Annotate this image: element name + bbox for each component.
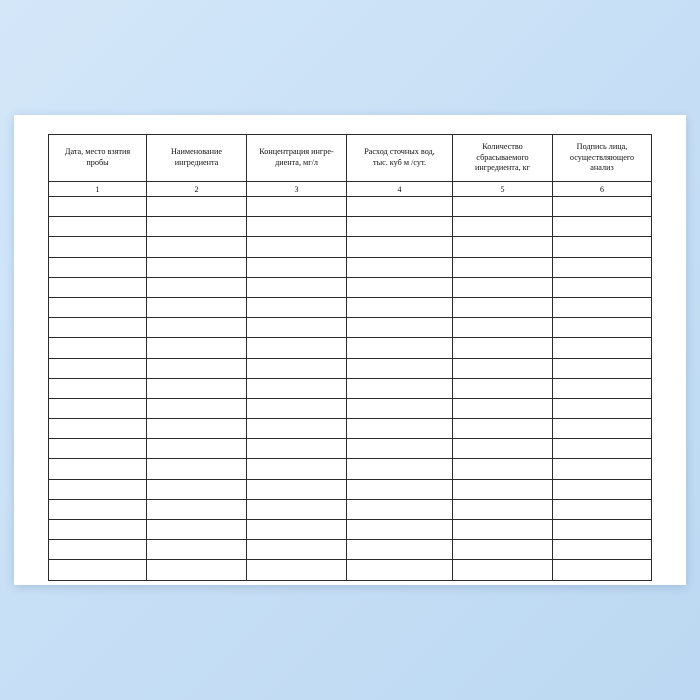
table-row[interactable]: [49, 237, 652, 257]
table-cell[interactable]: [553, 297, 652, 317]
table-cell[interactable]: [453, 318, 553, 338]
table-cell[interactable]: [247, 378, 347, 398]
table-row[interactable]: [49, 197, 652, 217]
table-cell[interactable]: [347, 459, 453, 479]
table-cell[interactable]: [453, 197, 553, 217]
table-cell[interactable]: [247, 419, 347, 439]
column-header-flow-rate: [347, 135, 453, 182]
column-header-ingredient-name: [147, 135, 247, 182]
table-cell[interactable]: [247, 297, 347, 317]
header-line: сбрасываемого: [476, 152, 529, 162]
table-cell[interactable]: [49, 318, 147, 338]
table-cell[interactable]: [247, 257, 347, 277]
table-row[interactable]: [49, 257, 652, 277]
table-cell[interactable]: [147, 237, 247, 257]
table-cell[interactable]: [553, 398, 652, 418]
header-line: Наименование: [170, 147, 222, 157]
table-row[interactable]: [49, 520, 652, 540]
table-cell[interactable]: [347, 257, 453, 277]
header-line: Дата, место взятия: [64, 147, 131, 157]
table-cell[interactable]: [147, 419, 247, 439]
table-cell[interactable]: [347, 540, 453, 560]
table-container: [48, 134, 651, 581]
table-cell[interactable]: [49, 257, 147, 277]
table-cell[interactable]: [49, 358, 147, 378]
table-header-row: [49, 135, 652, 182]
table-cell[interactable]: [553, 499, 652, 519]
table-cell[interactable]: [247, 237, 347, 257]
table-cell[interactable]: [147, 560, 247, 580]
table-cell[interactable]: [347, 560, 453, 580]
table-cell[interactable]: [147, 277, 247, 297]
table-cell[interactable]: [49, 197, 147, 217]
table-cell[interactable]: [49, 217, 147, 237]
table-row[interactable]: [49, 398, 652, 418]
column-header-date-place: [49, 135, 147, 182]
table-cell[interactable]: [247, 398, 347, 418]
column-number-5: 5: [453, 182, 553, 197]
table-cell[interactable]: [147, 297, 247, 317]
table-cell[interactable]: [49, 338, 147, 358]
table-cell[interactable]: [553, 237, 652, 257]
table-cell[interactable]: [347, 398, 453, 418]
table-cell[interactable]: [247, 560, 347, 580]
table-cell[interactable]: [147, 499, 247, 519]
table-cell[interactable]: [147, 197, 247, 217]
table-cell[interactable]: [553, 540, 652, 560]
table-cell[interactable]: [147, 318, 247, 338]
table-cell[interactable]: [147, 479, 247, 499]
table-row[interactable]: [49, 358, 652, 378]
table-cell[interactable]: [347, 439, 453, 459]
table-cell[interactable]: [453, 560, 553, 580]
table-row[interactable]: [49, 459, 652, 479]
table-cell[interactable]: [553, 378, 652, 398]
table-cell[interactable]: [147, 257, 247, 277]
table-cell[interactable]: [553, 277, 652, 297]
table-cell[interactable]: [553, 358, 652, 378]
table-cell[interactable]: [453, 358, 553, 378]
column-number-4: 4: [347, 182, 453, 197]
table-cell[interactable]: [553, 318, 652, 338]
column-header-analyst-signature: [553, 135, 652, 182]
table-row[interactable]: [49, 338, 652, 358]
table-cell[interactable]: [553, 520, 652, 540]
header-line: ингредиента: [174, 158, 219, 167]
table-row[interactable]: [49, 378, 652, 398]
table-cell[interactable]: [453, 419, 553, 439]
table-cell[interactable]: [453, 540, 553, 560]
table-cell[interactable]: [453, 459, 553, 479]
table-cell[interactable]: [453, 257, 553, 277]
table-cell[interactable]: [453, 338, 553, 358]
table-body: [49, 197, 652, 581]
table-cell[interactable]: [49, 499, 147, 519]
table-cell[interactable]: [147, 398, 247, 418]
table-cell[interactable]: [49, 560, 147, 580]
table-cell[interactable]: [247, 520, 347, 540]
table-cell[interactable]: [553, 560, 652, 580]
table-cell[interactable]: [347, 419, 453, 439]
table-column-number-row: [49, 182, 652, 197]
column-number-1: 1: [49, 182, 147, 197]
table-cell[interactable]: [347, 217, 453, 237]
table-row[interactable]: [49, 217, 652, 237]
table-cell[interactable]: [247, 277, 347, 297]
header-line: Концентрация ингре-: [259, 147, 334, 157]
table-cell[interactable]: [147, 358, 247, 378]
table-cell[interactable]: [347, 479, 453, 499]
table-cell[interactable]: [247, 439, 347, 459]
table-cell[interactable]: [247, 358, 347, 378]
header-line: диента, мг/л: [275, 158, 318, 167]
table-cell[interactable]: [147, 378, 247, 398]
table-cell[interactable]: [247, 338, 347, 358]
document-page: [14, 115, 686, 585]
table-cell[interactable]: [49, 520, 147, 540]
table-cell[interactable]: [347, 520, 453, 540]
table-cell[interactable]: [147, 439, 247, 459]
table-cell[interactable]: [49, 297, 147, 317]
table-cell[interactable]: [147, 217, 247, 237]
table-row[interactable]: [49, 540, 652, 560]
table-row[interactable]: [49, 479, 652, 499]
table-cell[interactable]: [147, 540, 247, 560]
table-cell[interactable]: [49, 398, 147, 418]
table-row[interactable]: [49, 318, 652, 338]
wastewater-log-table: [48, 134, 652, 581]
table-cell[interactable]: [553, 459, 652, 479]
table-cell[interactable]: [453, 277, 553, 297]
column-number-2: 2: [147, 182, 247, 197]
table-cell[interactable]: [553, 257, 652, 277]
header-line: анализ: [590, 163, 614, 173]
header-line: осуществляющего: [569, 152, 635, 162]
table-row[interactable]: [49, 297, 652, 317]
table-cell[interactable]: [49, 237, 147, 257]
column-header-discharged-amount: [453, 135, 553, 182]
column-number-6: 6: [553, 182, 652, 197]
table-cell[interactable]: [553, 479, 652, 499]
table-cell[interactable]: [347, 338, 453, 358]
table-cell[interactable]: [247, 197, 347, 217]
table-cell[interactable]: [453, 398, 553, 418]
table-cell[interactable]: [347, 197, 453, 217]
table-cell[interactable]: [49, 540, 147, 560]
table-cell[interactable]: [347, 378, 453, 398]
table-row[interactable]: [49, 419, 652, 439]
table-cell[interactable]: [247, 318, 347, 338]
table-row[interactable]: [49, 499, 652, 519]
table-cell[interactable]: [49, 419, 147, 439]
table-cell[interactable]: [147, 520, 247, 540]
table-cell[interactable]: [453, 378, 553, 398]
table-cell[interactable]: [247, 217, 347, 237]
header-line: ингредиента, кг: [474, 163, 531, 173]
table-cell[interactable]: [247, 499, 347, 519]
header-line: Расход сточных вод,: [364, 147, 435, 157]
table-cell[interactable]: [453, 520, 553, 540]
table-cell[interactable]: [247, 459, 347, 479]
table-cell[interactable]: [347, 297, 453, 317]
table-cell[interactable]: [453, 499, 553, 519]
header-line: Подпись лица,: [576, 141, 628, 151]
table-cell[interactable]: [49, 479, 147, 499]
table-cell[interactable]: [347, 358, 453, 378]
table-cell[interactable]: [247, 540, 347, 560]
table-cell[interactable]: [553, 217, 652, 237]
table-cell[interactable]: [49, 439, 147, 459]
table-cell[interactable]: [49, 459, 147, 479]
table-cell[interactable]: [453, 237, 553, 257]
table-cell[interactable]: [49, 378, 147, 398]
column-header-concentration: [247, 135, 347, 182]
table-cell[interactable]: [553, 197, 652, 217]
table-cell[interactable]: [247, 479, 347, 499]
table-cell[interactable]: [347, 318, 453, 338]
table-cell[interactable]: [453, 297, 553, 317]
table-cell[interactable]: [147, 338, 247, 358]
table-cell[interactable]: [147, 459, 247, 479]
table-cell[interactable]: [347, 499, 453, 519]
header-line: тыс. куб м /сут.: [373, 158, 426, 167]
table-cell[interactable]: [553, 439, 652, 459]
table-row[interactable]: [49, 560, 652, 580]
table-cell[interactable]: [453, 217, 553, 237]
table-cell[interactable]: [49, 277, 147, 297]
header-line: пробы: [86, 158, 109, 167]
header-line: Количество: [482, 141, 523, 151]
table-row[interactable]: [49, 439, 652, 459]
table-cell[interactable]: [553, 419, 652, 439]
table-cell[interactable]: [347, 277, 453, 297]
table-cell[interactable]: [553, 338, 652, 358]
table-row[interactable]: [49, 277, 652, 297]
table-cell[interactable]: [453, 439, 553, 459]
table-cell[interactable]: [347, 237, 453, 257]
column-number-3: 3: [247, 182, 347, 197]
table-cell[interactable]: [453, 479, 553, 499]
